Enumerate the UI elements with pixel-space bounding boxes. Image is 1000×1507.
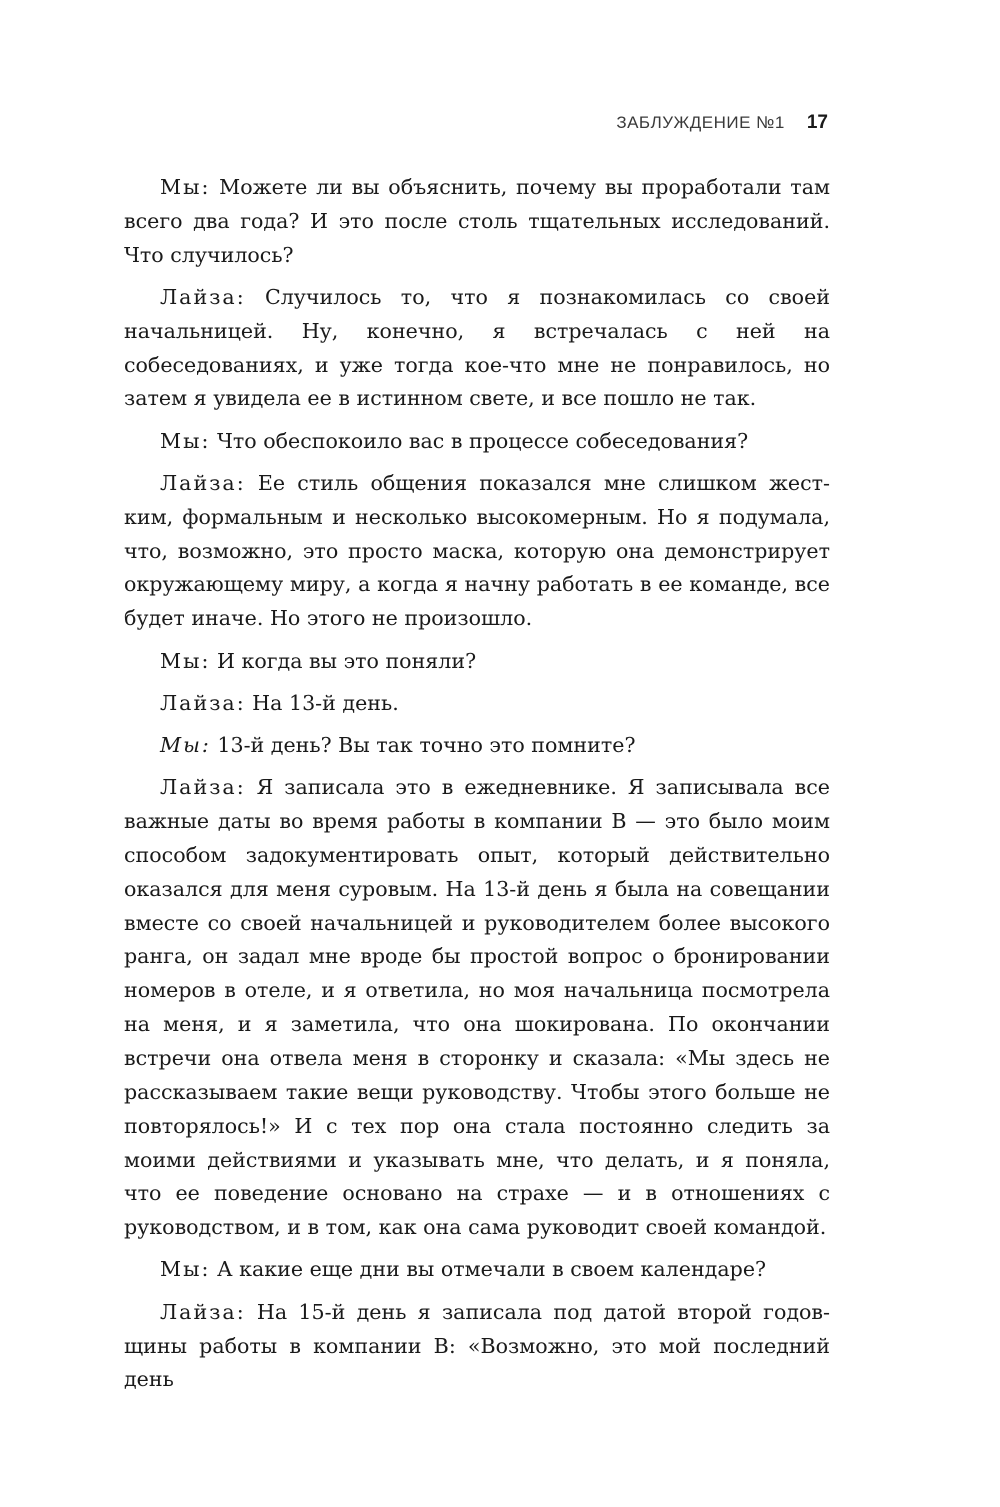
speaker-label: Лайза: xyxy=(160,284,246,309)
paragraph-text: 13-й день? Вы так точно это помните? xyxy=(210,733,636,757)
speaker-label: Мы: xyxy=(160,428,211,453)
paragraph xyxy=(124,171,830,273)
paragraph xyxy=(124,687,830,721)
paragraph xyxy=(124,467,830,636)
paragraph-text: На 15-й день я записала под датой второй годовщины работы в компании В: «Возможно, это мой последний день xyxy=(124,1299,830,1392)
speaker-label: Лайза: xyxy=(160,1299,246,1324)
paragraph xyxy=(124,1253,830,1287)
paragraph-text: Ее стиль общения показался мне слишком жестким, формальным и несколько высокомерным. Но я подумала, что, возможно, это просто маска, которую она демонстрирует окружающему миру, а когда я начну работать в ее команде, все будет иначе. Но этого не произошло. xyxy=(124,470,830,631)
speaker-label: Мы: xyxy=(160,175,211,199)
paragraph xyxy=(124,729,830,763)
paragraph-text: Что обеспокоило вас в процессе собеседования? xyxy=(210,428,749,453)
paragraph-text: Можете ли вы объяснить, почему вы проработали там всего два года? И это после столь тщательных исследований. Что случилось? xyxy=(124,175,830,267)
paragraph xyxy=(124,1296,830,1398)
running-header xyxy=(616,112,828,134)
paragraph-text: Я записала это в ежедневнике. Я записывала все важные даты во время работы в компании В — это было моим способом задокументировать опыт, который действительно оказался для меня суровым. На 13-й день я была на совещании вместе со своей начальницей и руководителем более высокого ранга, он задал мне вроде бы простой вопрос о бронировании номеров в отеле, и я ответила, но моя начальница посмотрела на меня, и я заметила, что она шокирована. По окончании встречи она отвела меня в сторонку и сказала: «Мы здесь не рассказываем такие вещи руководству. Чтобы этого больше не повторялось!» И с тех пор она стала постоянно следить за моими действиями и указывать мне, что делать, и я поняла, что ее поведение основано на страхе — и в отношениях с руководством, и в том, как она сама руководит своей командой. xyxy=(124,775,830,1240)
paragraph-text: На 13-й день. xyxy=(245,690,399,715)
speaker-label: Мы: xyxy=(160,648,211,673)
paragraph xyxy=(124,645,830,679)
page-body xyxy=(124,171,830,1406)
section-title: ЗАБЛУЖДЕНИЕ №1 xyxy=(616,113,785,132)
paragraph xyxy=(124,425,830,459)
speaker-label: Мы: xyxy=(160,1257,211,1282)
speaker-label: Лайза: xyxy=(160,690,246,715)
paragraph-text: И когда вы это поняли? xyxy=(210,648,477,673)
page-number: 17 xyxy=(806,112,828,133)
paragraph-text: А какие еще дни вы отмечали в своем календаре? xyxy=(210,1257,767,1282)
paragraph xyxy=(124,771,830,1245)
paragraph xyxy=(124,281,830,416)
paragraph-text: Случилось то, что я познакомилась со своей начальницей. Ну, конечно, я встречалась с ней на собеседованиях, и уже тогда кое-что мне не понравилось, но затем я увидела ее в истинном свете, и все пошло не так. xyxy=(124,284,830,411)
speaker-label: Лайза: xyxy=(160,470,246,495)
speaker-label: Мы: xyxy=(160,733,211,757)
speaker-label: Лайза: xyxy=(160,775,246,800)
